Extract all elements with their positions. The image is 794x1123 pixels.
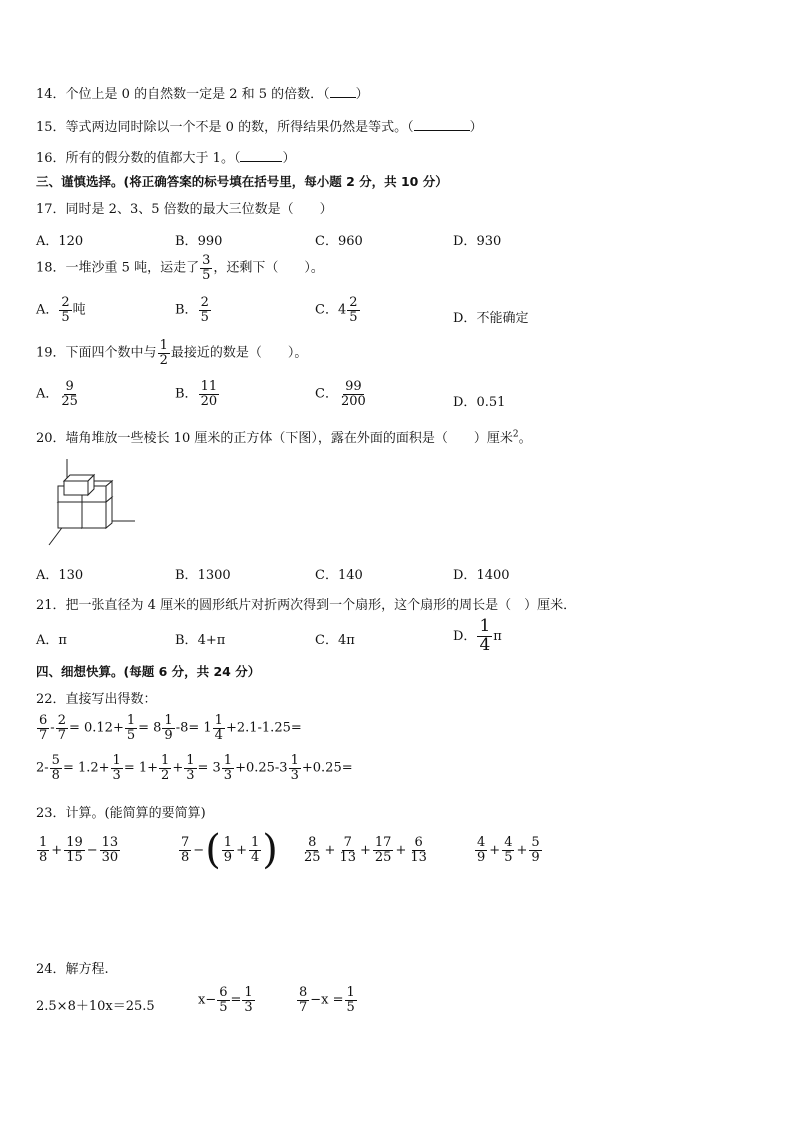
- option-a[interactable]: A．130: [36, 568, 84, 583]
- option-d[interactable]: D． $\frac{1}{4}$ π: [453, 616, 502, 655]
- option-d[interactable]: D．930: [453, 234, 502, 249]
- question-text: 所有的假分数的值都大于 1。: [65, 151, 234, 166]
- calc-expression-4: $\frac{4}{9}$ + $\frac{4}{5}$ + $\frac{5}{9}$: [477, 835, 540, 865]
- option-c[interactable]: C．4 $\frac{2}{5}$: [315, 295, 358, 325]
- question-number: 16．: [36, 151, 66, 166]
- option-a[interactable]: A．π: [36, 633, 67, 648]
- mental-math-row-1: $\frac{6}{7}$ - $\frac{2}{7}$ = 0.12+ $\frac{1}{5}$ = 8 $\frac{1}{9}$ -8= 1 $\frac{1}{4}$ +2.1-1.25=: [39, 713, 302, 743]
- option-a[interactable]: A． $\frac{9}{25}$: [36, 379, 78, 409]
- question-24: 24．解方程.: [36, 962, 109, 977]
- option-d[interactable]: D．0.51: [453, 395, 506, 410]
- calc-expression-3: $\frac{8}{25}$ + $\frac{7}{13}$ + $\frac{17}{25}$ + $\frac{6}{13}$: [304, 835, 427, 865]
- cube: [64, 481, 88, 495]
- option-b[interactable]: B．990: [175, 234, 223, 249]
- question-17: [36, 198, 333, 217]
- calc-expression-2: $\frac{7}{8}$ −( $\frac{1}{9}$ + $\frac{1}{4}$ ): [181, 827, 278, 873]
- question-16: 16．所有的假分数的值都大于 1。（ ）: [36, 151, 296, 166]
- fraction: $\frac{3}{5}$: [202, 253, 211, 283]
- option-c[interactable]: C．960: [315, 234, 363, 249]
- question-22: 22．直接写出得数：: [36, 692, 157, 707]
- option-b[interactable]: B． $\frac{2}{5}$: [175, 295, 209, 325]
- calc-expression-1: $\frac{1}{8}$ + $\frac{19}{15}$ − $\frac{13}{30}$: [39, 835, 119, 865]
- option-b[interactable]: B． $\frac{11}{20}$: [175, 379, 218, 409]
- answer-blank[interactable]: [330, 85, 356, 98]
- equation-3: $\frac{8}{7}$ −x = $\frac{1}{5}$: [299, 985, 355, 1015]
- question-text: 等式两边同时除以一个不是 0 的数，所得结果仍然是等式。: [65, 120, 408, 135]
- question-text: 同时是 2、3、5 倍数的最大三位数是（ ）: [65, 202, 333, 217]
- question-number: 17．: [36, 202, 66, 217]
- option-d[interactable]: D．不能确定: [453, 311, 529, 326]
- option-c[interactable]: C．140: [315, 568, 363, 583]
- option-c[interactable]: C．4π: [315, 633, 355, 648]
- question-14: 14．个位上是 0 的自然数一定是 2 和 5 的倍数．（ ）: [36, 87, 369, 102]
- question-21: 21．把一张直径为 4 厘米的圆形纸片对折两次得到一个扇形，这个扇形的周长是（ ）厘米．: [36, 598, 577, 613]
- cube-stack-figure: [45, 455, 140, 550]
- section-3-heading: 三、谨慎选择。(将正确答案的标号填在括号里，每小题 2 分，共 10 分）: [36, 174, 448, 189]
- cube: [82, 502, 106, 528]
- mental-math-row-2: 2- $\frac{5}{8}$ = 1.2+ $\frac{1}{3}$ = 1+ $\frac{1}{2}$ + $\frac{1}{3}$ = 3 $\frac{1}{3}$ +0.25-3 $\frac{1}{3}$ +0.25=: [36, 753, 353, 783]
- option-b[interactable]: B．1300: [175, 568, 231, 583]
- question-number: 15．: [36, 120, 66, 135]
- question-23: 23．计算。(能简算的要简算): [36, 806, 206, 821]
- option-d[interactable]: D．1400: [453, 568, 510, 583]
- equation-1: 2.5×8＋10x＝25.5: [36, 999, 155, 1014]
- option-c[interactable]: C． $\frac{99}{200}$: [315, 379, 366, 409]
- question-19: 19．下面四个数中与 $\frac{1}{2}$ 最接近的数是（ ）。: [36, 338, 308, 368]
- cube: [58, 502, 82, 528]
- answer-blank[interactable]: [414, 118, 470, 131]
- option-a[interactable]: A． $\frac{2}{5}$ 吨: [36, 295, 86, 325]
- option-a[interactable]: A．120: [36, 234, 84, 249]
- equation-2: x− $\frac{6}{5}$ = $\frac{1}{3}$: [198, 985, 253, 1015]
- answer-blank[interactable]: [240, 149, 282, 162]
- question-text: 个位上是 0 的自然数一定是 2 和 5 的倍数．: [65, 87, 324, 102]
- question-15: 15．等式两边同时除以一个不是 0 的数，所得结果仍然是等式。（ ）: [36, 120, 483, 135]
- question-number: 14．: [36, 87, 66, 102]
- question-20: 20．墙角堆放一些棱长 10 厘米的正方体（下图），露在外面的面积是（ ）厘米$^2$。: [36, 429, 532, 446]
- fraction: $\frac{1}{2}$: [159, 338, 168, 368]
- option-b[interactable]: B．4+π: [175, 633, 226, 648]
- question-18: 18．一堆沙重 5 吨，运走了 $\frac{3}{5}$ ，还剩下（ ）。: [36, 253, 324, 283]
- section-4-heading: 四、细想快算。(每题 6 分，共 24 分）: [36, 664, 261, 679]
